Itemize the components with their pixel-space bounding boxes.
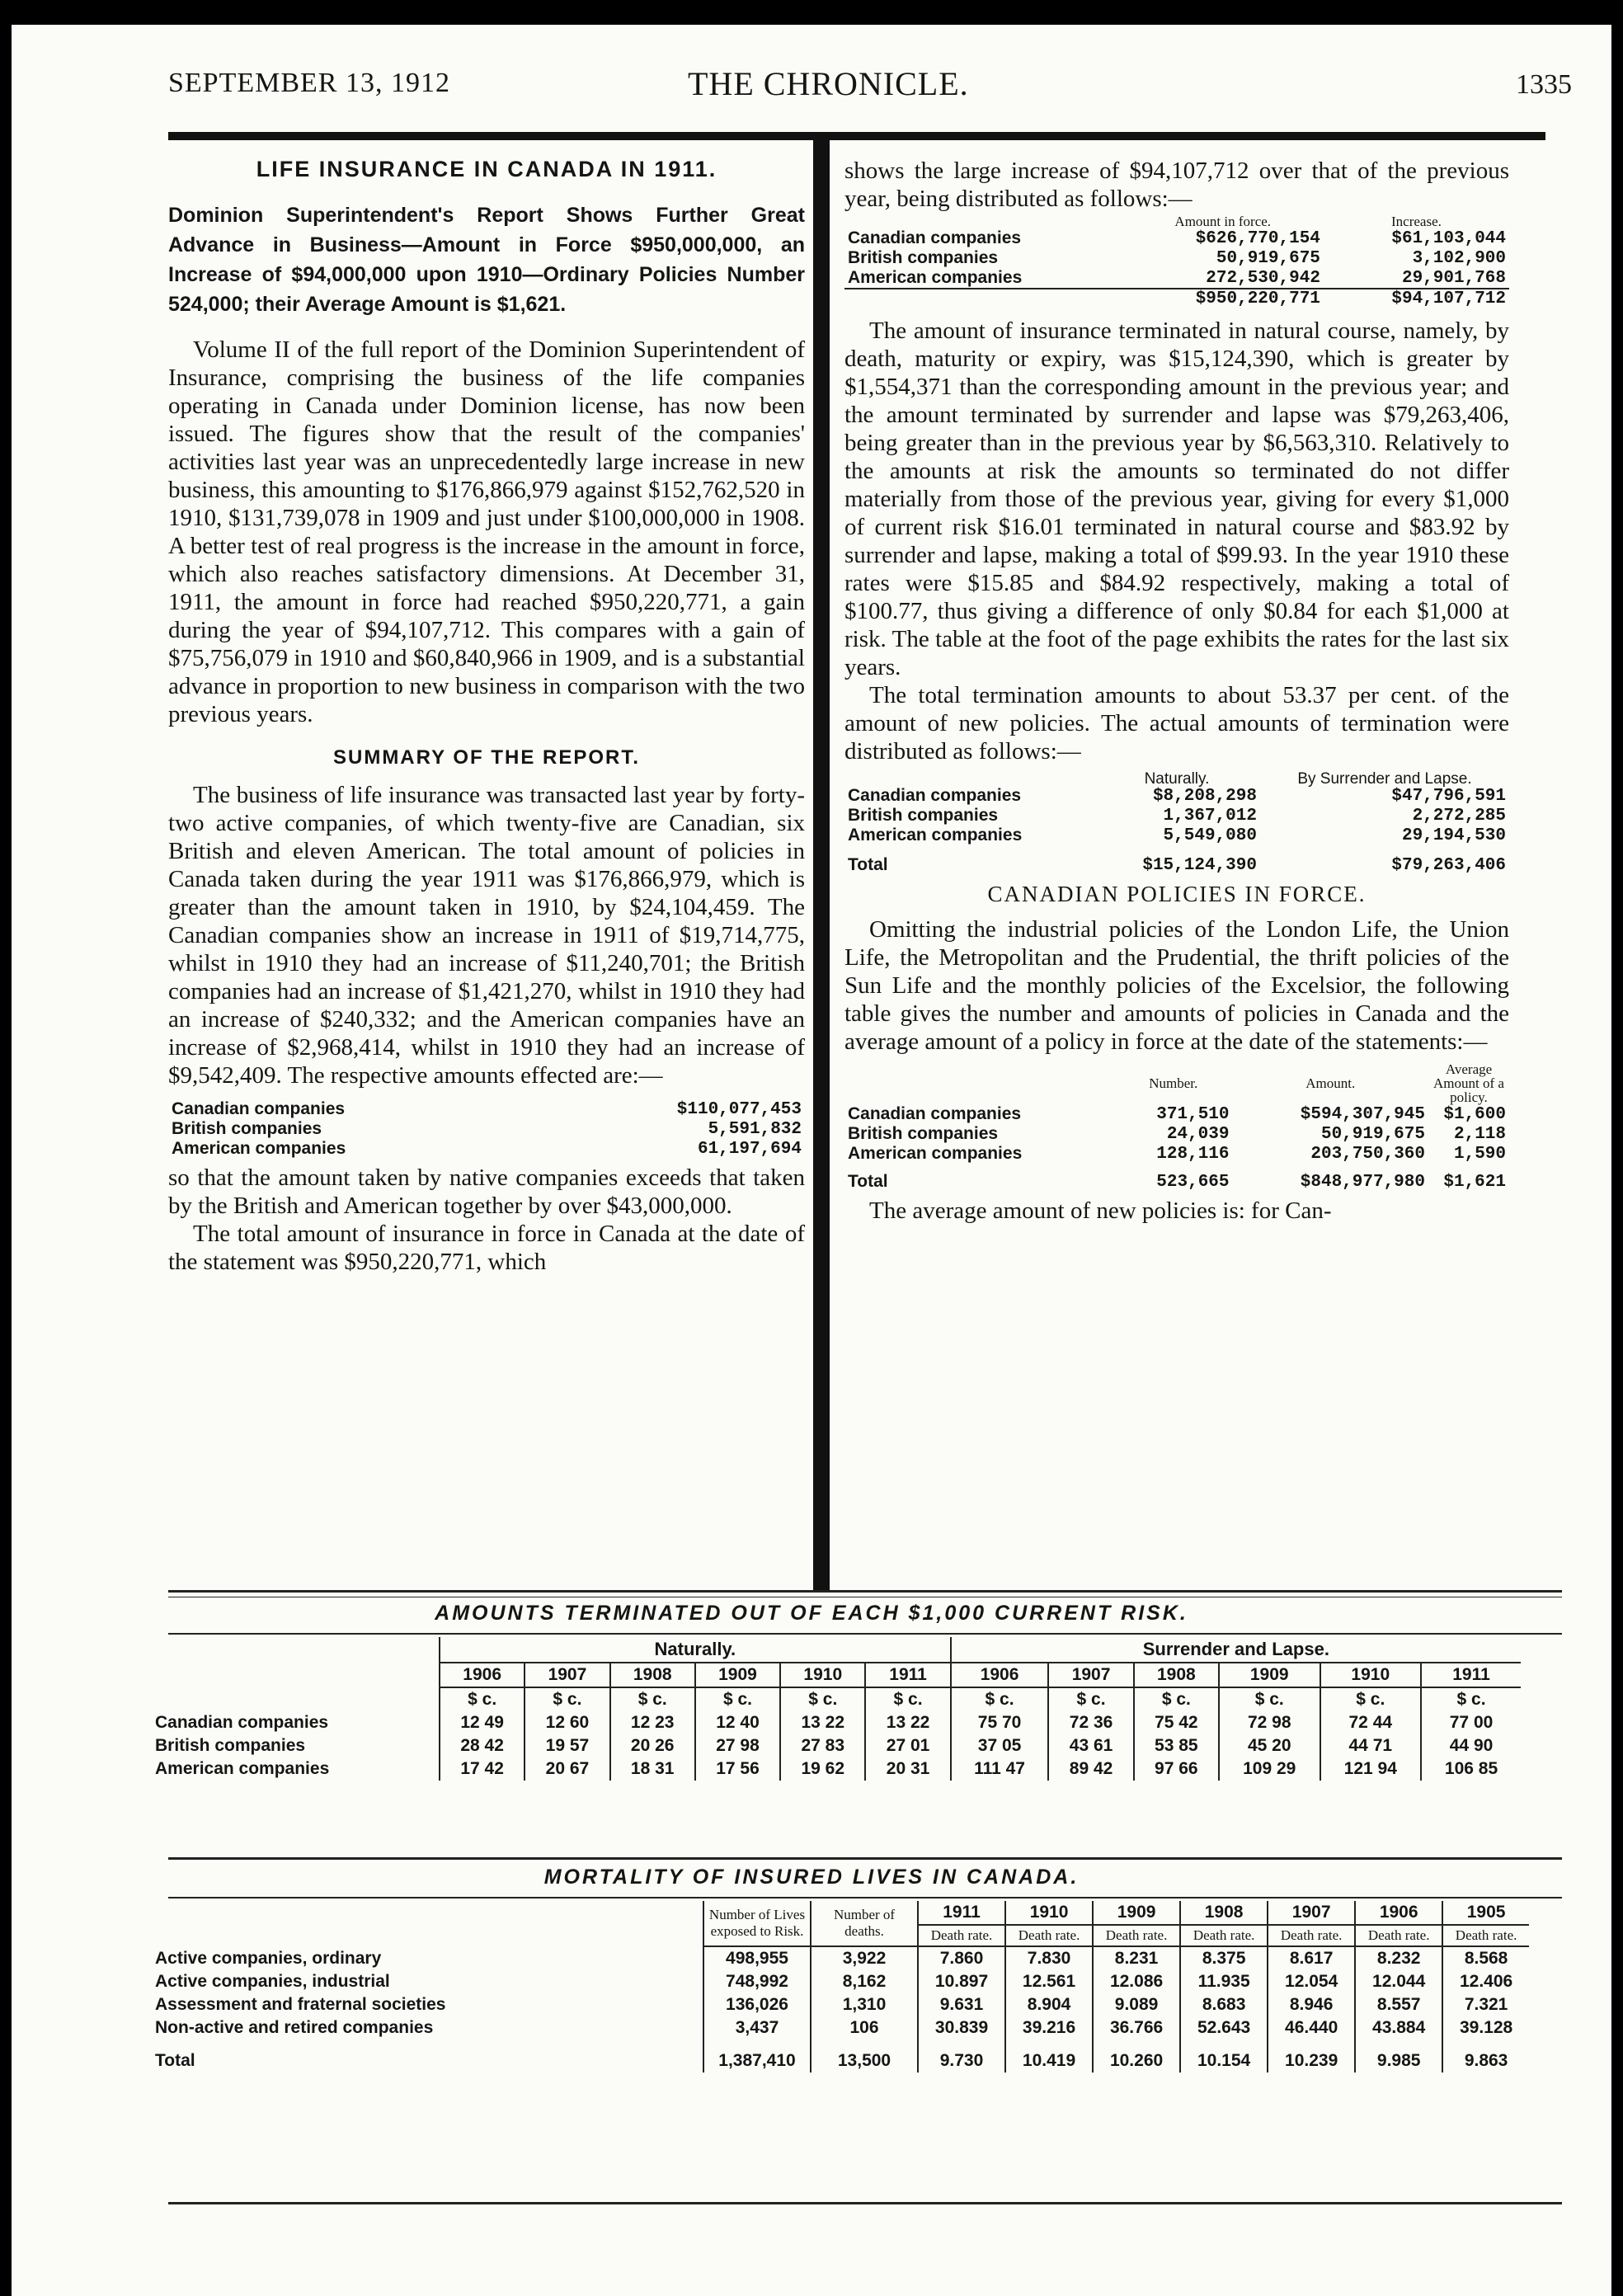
unit-cell: $ c. [610, 1687, 695, 1711]
policy-total-label: Total [848, 1172, 888, 1191]
lives-exposed: 748,992 [703, 1970, 811, 1993]
death-rate: 10.897 [918, 1970, 1005, 1993]
company-label: American companies [172, 1139, 346, 1158]
company-label: Canadian companies [848, 228, 1022, 247]
death-rate: 8.557 [1355, 1993, 1442, 2016]
category-label: Non-active and retired companies [155, 2018, 434, 2037]
surrender-header: By Surrender and Lapse. [1297, 770, 1472, 788]
right-column [844, 158, 1509, 1225]
unit-cell: $ c. [865, 1687, 950, 1711]
unit-cell: $ c. [780, 1687, 865, 1711]
effected-amount: $110,077,453 [676, 1099, 802, 1119]
surrender-amount: 29,194,530 [1401, 826, 1506, 845]
in-force-table [844, 214, 1509, 308]
surrender-amount: 2,272,285 [1412, 806, 1506, 826]
policy-row [844, 1124, 1509, 1144]
header-rule [168, 132, 1545, 140]
surrender-rate: 97 66 [1134, 1757, 1219, 1781]
naturally-rate: 17 56 [695, 1757, 780, 1781]
policy-amount: 203,750,360 [1310, 1144, 1425, 1164]
terminated-surrender-group: Surrender and Lapse. [951, 1637, 1521, 1663]
amount-header: Amount. [1305, 1075, 1356, 1091]
death-rate: 46.440 [1268, 2016, 1355, 2040]
page-number: 1335 [1516, 69, 1572, 100]
death-rate: 8.232 [1355, 1946, 1442, 1970]
naturally-rate: 19 57 [525, 1734, 609, 1757]
naturally-rate: 28 42 [440, 1734, 525, 1757]
death-rate: 12.054 [1268, 1970, 1355, 1993]
death-rate-header: Death rate. [918, 1925, 1005, 1946]
effected-row [168, 1119, 805, 1139]
table2-title-rule [168, 1897, 1562, 1898]
year-header: 1910 [1320, 1663, 1422, 1687]
termination-paragraph-2: The total termination amounts to about 53.37 per cent. of the amount of new policies. The actual amounts of termination were distributed as follows:— [844, 682, 1509, 765]
death-rate: 8.231 [1093, 1946, 1180, 1970]
journal-name: THE CHRONICLE. [688, 65, 969, 102]
effected-row [168, 1139, 805, 1159]
surrender-rate: 89 42 [1048, 1757, 1133, 1781]
death-rate-header: Death rate. [1093, 1925, 1180, 1946]
article-deck: Dominion Superintendent's Report Shows Further Great Advance in Business—Amount in Force $950,000,000, an Increase of $94,000,000 upon 1910—Ordinary Policies Number 524,000; their Average Amount is $1,621. [168, 204, 805, 316]
lives-exposed: 3,437 [703, 2016, 811, 2040]
company-label: British companies [848, 248, 999, 267]
termination-row [844, 826, 1509, 845]
inforce-total-increase: $94,107,712 [1324, 289, 1509, 308]
total-rate: 10.154 [1180, 2040, 1268, 2073]
term-total-label: Total [848, 855, 888, 874]
summary-heading: SUMMARY OF THE REPORT. [332, 746, 641, 769]
surrender-rate: 111 47 [951, 1757, 1049, 1781]
surrender-amount: $47,796,591 [1391, 786, 1506, 806]
inforce-amount: $626,770,154 [1195, 228, 1320, 248]
total-deaths: 13,500 [811, 2040, 918, 2073]
surrender-rate: 109 29 [1219, 1757, 1320, 1781]
effected-amount: 61,197,694 [697, 1139, 802, 1159]
mortality-row [152, 1993, 1529, 2016]
mortality-row [152, 1970, 1529, 1993]
year-header: 1906 [1355, 1901, 1442, 1925]
policy-average: $1,600 [1443, 1104, 1506, 1124]
unit-row [152, 1687, 1521, 1711]
death-rate: 39.128 [1442, 2016, 1529, 2040]
inforce-row [844, 268, 1509, 289]
total-rate: 9.985 [1355, 2040, 1442, 2073]
surrender-rate: 75 70 [951, 1711, 1049, 1734]
unit-cell: $ c. [1048, 1687, 1133, 1711]
policy-number: 371,510 [1156, 1104, 1230, 1124]
year-header: 1908 [1134, 1663, 1219, 1687]
surrender-rate: 77 00 [1421, 1711, 1521, 1734]
increase-header: Increase. [1391, 214, 1442, 229]
category-label: Active companies, industrial [155, 1972, 390, 1991]
policy-average: 1,590 [1453, 1144, 1506, 1164]
naturally-rate: 12 49 [440, 1711, 525, 1734]
year-header: 1907 [1048, 1663, 1133, 1687]
death-rate: 43.884 [1355, 2016, 1442, 2040]
policy-row [844, 1104, 1509, 1124]
article-title: LIFE INSURANCE IN CANADA IN 1911. [256, 157, 717, 181]
unit-cell: $ c. [440, 1687, 525, 1711]
termination-row [844, 786, 1509, 806]
surrender-rate: 121 94 [1320, 1757, 1422, 1781]
mortality-row [152, 1946, 1529, 1970]
year-header: 1910 [1005, 1901, 1093, 1925]
company-label: British companies [155, 1736, 306, 1755]
year-header: 1911 [918, 1901, 1005, 1925]
policy-row [844, 1144, 1509, 1164]
termination-paragraph: The amount of insurance terminated in natural course, namely, by death, maturity or expiry, was $15,124,390, which is greater by $1,554,371 than the corresponding amount in the previous year; and the amount terminated by surrender and lapse was $79,263,406, being greater than in the previous year by $6,563,310. Relatively to the amounts at risk the amounts so terminated do not differ materially from those of the previous year, giving for every $1,000 of current risk $16.01 terminated in natural course and $83.92 by surrender and lapse, making a total of $99.93. In the year 1910 these rates were $15.85 and $84.92 respectively, making a total of $100.77, thus giving a difference of only $0.84 for each $1,000 at risk. The table at the foot of the page exhibits the rates for the last six years. [844, 318, 1509, 680]
surrender-rate: 75 42 [1134, 1711, 1219, 1734]
death-rate-header: Death rate. [1005, 1925, 1093, 1946]
death-rate-header: Death rate. [1355, 1925, 1442, 1946]
policy-total-average: $1,621 [1443, 1172, 1506, 1192]
terminated-row [152, 1757, 1521, 1781]
naturally-rate: 12 23 [610, 1711, 695, 1734]
company-label: American companies [155, 1759, 330, 1778]
number-deaths: 8,162 [811, 1970, 918, 1993]
category-label: Active companies, ordinary [155, 1948, 382, 1968]
death-rate: 9.631 [918, 1993, 1005, 2016]
death-rate: 8.568 [1442, 1946, 1529, 1970]
naturally-amount: 1,367,012 [1163, 806, 1257, 826]
surrender-rate: 106 85 [1421, 1757, 1521, 1781]
policy-total-amount: $848,977,980 [1300, 1172, 1425, 1192]
termination-table [844, 772, 1509, 875]
death-rate-header: Death rate. [1442, 1925, 1529, 1946]
newspaper-page [12, 25, 1611, 2296]
surrender-rate: 53 85 [1134, 1734, 1219, 1757]
unit-cell: $ c. [951, 1687, 1049, 1711]
policy-amount: 50,919,675 [1320, 1124, 1425, 1144]
surrender-rate: 72 44 [1320, 1711, 1422, 1734]
company-label: Canadian companies [155, 1713, 329, 1732]
terminated-row [152, 1711, 1521, 1734]
naturally-rate: 27 98 [695, 1734, 780, 1757]
death-rate: 7.321 [1442, 1993, 1529, 2016]
death-rate: 12.561 [1005, 1970, 1093, 1993]
naturally-rate: 12 40 [695, 1711, 780, 1734]
company-label: American companies [848, 1144, 1023, 1163]
total-rate: 10.419 [1005, 2040, 1093, 2073]
unit-cell: $ c. [525, 1687, 609, 1711]
total-rate: 9.730 [918, 2040, 1005, 2073]
policy-amount: $594,307,945 [1300, 1104, 1425, 1124]
unit-cell: $ c. [1320, 1687, 1422, 1711]
table1-top-rule [168, 1590, 1562, 1593]
company-label: American companies [848, 268, 1023, 287]
table2-bottom-rule [168, 2202, 1562, 2204]
lives-exposed: 136,026 [703, 1993, 811, 2016]
death-rate: 52.643 [1180, 2016, 1268, 2040]
surrender-rate: 45 20 [1219, 1734, 1320, 1757]
lives-exposed: 498,955 [703, 1946, 811, 1970]
total-label: Total [155, 2051, 195, 2070]
intro-paragraph: Volume II of the full report of the Dominion Superintendent of Insurance, comprising the business of the life companies operating in Canada under Dominion license, has now been issued. The figures show that the result of the companies' activities last year was an unprecedentedly large increase in new business, this amounting to $176,866,979 against $152,762,520 in 1910, $131,739,078 in 1909 and just under $100,000,000 in 1908. A better test of real progress is the increase in the amount in force, which also reaches satisfactory dimensions. At December 31, 1911, the amount in force had reached $950,220,771, a gain during the year of $94,107,712. This compares with a gain of $75,756,079 in 1910 and $60,840,966 in 1909, and is a substantial advance in proportion to new business in comparison with the two previous years. [168, 336, 805, 727]
death-rate: 39.216 [1005, 2016, 1093, 2040]
canadian-policies-heading: CANADIAN POLICIES IN FORCE. [987, 882, 1367, 906]
unit-cell: $ c. [1134, 1687, 1219, 1711]
number-header: Number. [1149, 1075, 1198, 1091]
company-label: Canadian companies [172, 1099, 346, 1118]
death-rate: 30.839 [918, 2016, 1005, 2040]
term-total-surrender: $79,263,406 [1391, 855, 1506, 875]
death-rate: 8.375 [1180, 1946, 1268, 1970]
policy-number: 24,039 [1166, 1124, 1230, 1144]
amount-in-force-header: Amount in force. [1174, 214, 1272, 229]
year-header: 1907 [525, 1663, 609, 1687]
death-rate: 12.086 [1093, 1970, 1180, 1993]
mortality-total-row [152, 2040, 1529, 2073]
death-rate: 8.683 [1180, 1993, 1268, 2016]
surrender-rate: 72 36 [1048, 1711, 1133, 1734]
terminated-table [152, 1637, 1521, 1781]
number-deaths: 106 [811, 2016, 918, 2040]
death-rate: 12.406 [1442, 1970, 1529, 1993]
left-column [168, 157, 805, 1276]
surrender-rate: 72 98 [1219, 1711, 1320, 1734]
policy-average: 2,118 [1453, 1124, 1506, 1144]
surrender-rate: 43 61 [1048, 1734, 1133, 1757]
naturally-rate: 17 42 [440, 1757, 525, 1781]
total-rate: 10.239 [1268, 2040, 1355, 2073]
effected-row [168, 1099, 805, 1119]
year-header: 1907 [1268, 1901, 1355, 1925]
naturally-rate: 13 22 [865, 1711, 950, 1734]
policy-number: 128,116 [1156, 1144, 1230, 1164]
after-effected-paragraph: so that the amount taken by native companies exceeds that taken by the British and American together by over $43,000,000. [168, 1164, 805, 1219]
mortality-row [152, 2016, 1529, 2040]
death-rate: 7.860 [918, 1946, 1005, 1970]
year-header: 1910 [780, 1663, 865, 1687]
column-divider [813, 140, 830, 1590]
inforce-increase: $61,103,044 [1391, 228, 1506, 248]
year-header: 1908 [1180, 1901, 1268, 1925]
naturally-rate: 27 83 [780, 1734, 865, 1757]
total-rate: 10.260 [1093, 2040, 1180, 2073]
year-header: 1906 [951, 1663, 1049, 1687]
year-header: 1909 [695, 1663, 780, 1687]
naturally-amount: $8,208,298 [1152, 786, 1257, 806]
effected-table [168, 1099, 805, 1159]
policies-table [844, 1062, 1509, 1192]
total-lives: 1,387,410 [703, 2040, 811, 2073]
company-label: Canadian companies [848, 1104, 1022, 1123]
naturally-rate: 13 22 [780, 1711, 865, 1734]
year-header: 1911 [1421, 1663, 1521, 1687]
mortality-table [152, 1901, 1529, 2073]
in-force-paragraph: The total amount of insurance in force in Canada at the date of the statement was $950,220,771, which [168, 1221, 805, 1275]
blank-cell [152, 1687, 440, 1711]
average-new-policies-line: The average amount of new policies is: for Can- [869, 1197, 1332, 1224]
policy-total-number: 523,665 [1156, 1172, 1230, 1192]
surrender-rate: 44 90 [1421, 1734, 1521, 1757]
year-header: 1905 [1442, 1901, 1529, 1925]
table1-bottom-rule [168, 1857, 1562, 1860]
death-rate: 8.904 [1005, 1993, 1093, 2016]
naturally-rate: 20 31 [865, 1757, 950, 1781]
terminated-naturally-group: Naturally. [440, 1637, 951, 1663]
year-header: 1908 [610, 1663, 695, 1687]
effected-amount: 5,591,832 [708, 1119, 802, 1139]
inforce-amount: 272,530,942 [1206, 268, 1320, 288]
number-deaths-header: Number of deaths. [811, 1901, 918, 1946]
naturally-rate: 27 01 [865, 1734, 950, 1757]
death-rate: 7.830 [1005, 1946, 1093, 1970]
company-label: American companies [848, 826, 1023, 845]
inforce-row [844, 248, 1509, 268]
termination-row [844, 806, 1509, 826]
death-rate: 9.089 [1093, 1993, 1180, 2016]
mortality-table-title: MORTALITY OF INSURED LIVES IN CANADA. [543, 1866, 1080, 1889]
lives-exposed-header: Number of Lives exposed to Risk. [703, 1901, 811, 1946]
inforce-increase: 3,102,900 [1412, 248, 1506, 268]
death-rate-header: Death rate. [1180, 1925, 1268, 1946]
year-header: 1911 [865, 1663, 950, 1687]
company-label: British companies [172, 1119, 322, 1138]
term-total-naturally: $15,124,390 [1142, 855, 1257, 875]
issue-date: SEPTEMBER 13, 1912 [168, 68, 450, 98]
naturally-rate: 19 62 [780, 1757, 865, 1781]
summary-paragraph: The business of life insurance was transacted last year by forty-two active companies, of which twenty-five are Canadian, six British and eleven American. The total amount of policies in Canada taken during the year 1911 was $176,866,979, which is greater than the amount taken in 1910, by $24,104,459. The Canadian companies show an increase in 1911 of $19,714,775, whilst in 1910 they had an increase of $11,240,701; the British companies had an increase of $1,421,270, whilst in 1910 they had an increase of $240,332; and the American companies have an increase of $2,968,414, whilst in 1910 they had an increase of $9,542,409. The respective amounts effected are:— [168, 782, 805, 1089]
naturally-rate: 20 26 [610, 1734, 695, 1757]
year-header: 1909 [1219, 1663, 1320, 1687]
number-deaths: 1,310 [811, 1993, 918, 2016]
naturally-rate: 20 67 [525, 1757, 609, 1781]
death-rate: 8.946 [1268, 1993, 1355, 2016]
naturally-amount: 5,549,080 [1163, 826, 1257, 845]
total-rate: 9.863 [1442, 2040, 1529, 2073]
inforce-total-amount: $950,220,771 [1122, 289, 1324, 308]
unit-cell: $ c. [695, 1687, 780, 1711]
table1-title-rule [168, 1633, 1562, 1635]
inforce-increase: 29,901,768 [1401, 268, 1506, 288]
average-header: Average Amount of a policy. [1433, 1061, 1504, 1105]
inforce-amount: 50,919,675 [1216, 248, 1320, 268]
death-rate: 11.935 [1180, 1970, 1268, 1993]
inforce-row [844, 228, 1509, 248]
death-rate: 36.766 [1093, 2016, 1180, 2040]
naturally-rate: 18 31 [610, 1757, 695, 1781]
naturally-rate: 12 60 [525, 1711, 609, 1734]
number-deaths: 3,922 [811, 1946, 918, 1970]
company-label: Canadian companies [848, 786, 1022, 805]
naturally-header: Naturally. [1144, 770, 1210, 788]
year-header: 1909 [1093, 1901, 1180, 1925]
unit-cell: $ c. [1421, 1687, 1521, 1711]
continued-paragraph: shows the large increase of $94,107,712 over that of the previous year, being distributed as follows:— [844, 158, 1509, 212]
unit-cell: $ c. [1219, 1687, 1320, 1711]
terminated-table-title: AMOUNTS TERMINATED OUT OF EACH $1,000 CURRENT RISK. [435, 1602, 1188, 1625]
death-rate: 8.617 [1268, 1946, 1355, 1970]
terminated-row [152, 1734, 1521, 1757]
surrender-rate: 37 05 [951, 1734, 1049, 1757]
category-label: Assessment and fraternal societies [155, 1995, 446, 2014]
company-label: British companies [848, 1124, 999, 1143]
canadian-policies-paragraph: Omitting the industrial policies of the London Life, the Union Life, the Metropolitan and the Prudential, the thrift policies of the Sun Life and the monthly policies of the Excelsior, the following table gives the number and amounts of policies in Canada and the average amount of a policy in force at the date of the statements:— [844, 916, 1509, 1055]
year-header: 1906 [440, 1663, 525, 1687]
death-rate-header: Death rate. [1268, 1925, 1355, 1946]
company-label: British companies [848, 806, 999, 825]
death-rate: 12.044 [1355, 1970, 1442, 1993]
surrender-rate: 44 71 [1320, 1734, 1422, 1757]
